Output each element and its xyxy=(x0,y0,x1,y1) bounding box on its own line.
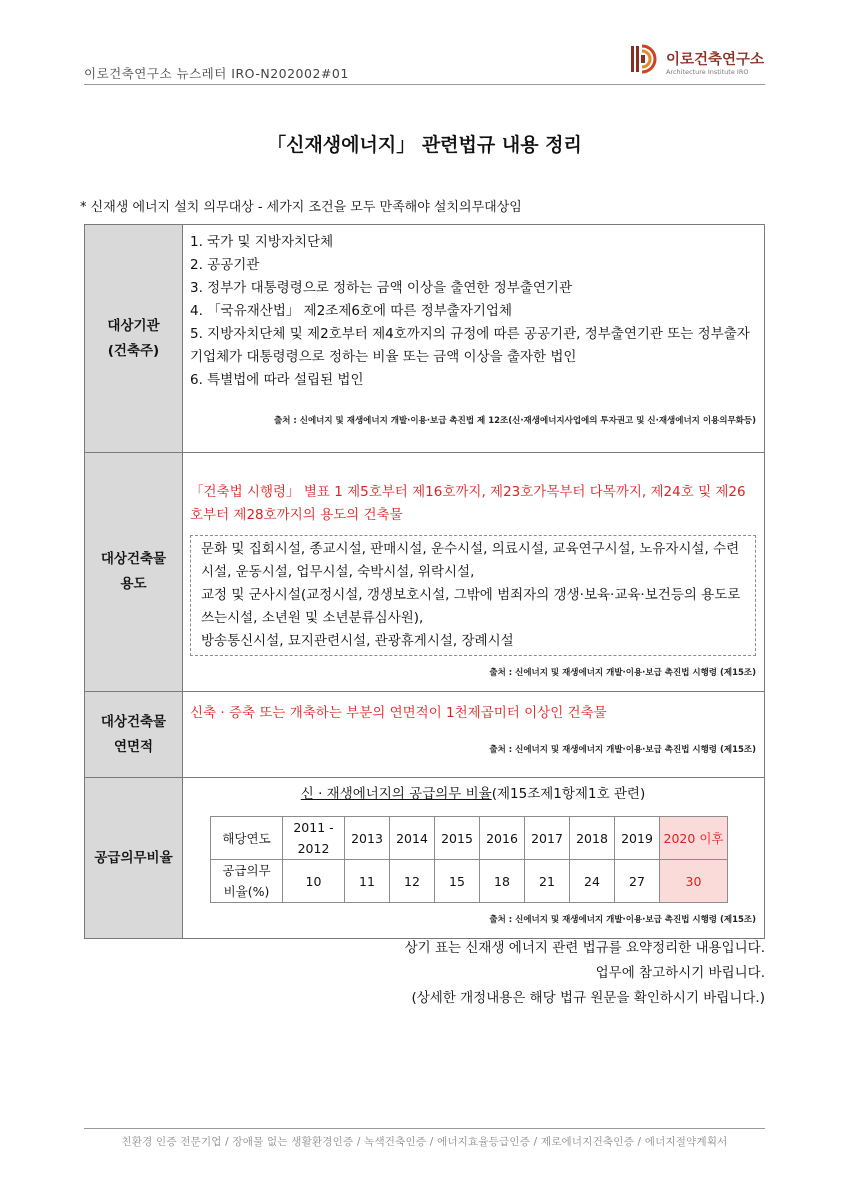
table-row xyxy=(211,860,728,903)
ratio-header-line: 비율(%) xyxy=(223,884,270,899)
row-head-label: 대상건축물 xyxy=(100,713,167,730)
source-citation: 출처 : 신에너지 및 재생에너지 개발·이용·보급 촉진법 시행령 (제15조) xyxy=(489,668,756,678)
year-cell: 2013 xyxy=(345,817,390,860)
regulation-table xyxy=(84,224,765,939)
uses-line: 방송통신시설, 묘지관련시설, 관광휴게시설, 장례시설 xyxy=(201,633,514,649)
ratio-cell: 27 xyxy=(615,860,660,903)
row-body-agency xyxy=(183,225,765,453)
list-item: 2. 공공기관 xyxy=(190,257,260,273)
ratio-cell: 21 xyxy=(525,860,570,903)
logo-name: 이로건축연구소 xyxy=(666,52,765,68)
uses-line: 문화 및 집회시설, 종교시설, 판매시설, 운수시설, 의료시설, 교육연구시설, 노유자시설, 수련시설, 운동시설, 업무시설, 숙박시설, 위락시설, xyxy=(201,541,740,580)
logo xyxy=(630,44,770,84)
ratio-table-title xyxy=(190,783,756,806)
closing-remarks xyxy=(405,936,765,1011)
row-target-agency xyxy=(85,225,765,453)
footer-services: 친환경 인증 전문기업 / 장애물 없는 생활환경인증 / 녹색건축인증 / 에너지효율등급인증 / 제로에너지건축인증 / 에너지절약계획서 xyxy=(121,1136,728,1148)
ratio-table xyxy=(210,816,728,903)
ratio-cell: 24 xyxy=(570,860,615,903)
row-head-label: 대상건축물 xyxy=(100,551,167,567)
header-divider xyxy=(84,84,765,85)
ratio-cell: 11 xyxy=(345,860,390,903)
row-body-use xyxy=(183,453,765,692)
page-title: 「신재생에너지」 관련법규 내용 정리 xyxy=(267,134,582,156)
highlight-text: 신축 · 증축 또는 개축하는 부분의 연면적이 1천제곱미터 이상인 건축물 xyxy=(190,705,607,721)
intro-note: * 신재생 에너지 설치 의무대상 - 세가지 조건을 모두 만족해야 설치의무대상임 xyxy=(80,200,522,215)
list-item: 5. 지방자치단체 및 제2호부터 제4호까지의 규정에 따른 공공기관, 정부출연기관 또는 정부출자기업체가 대통령령으로 정하는 비율 또는 금액 이상을 출자한 법인 xyxy=(190,326,750,365)
year-cell: 2015 xyxy=(435,817,480,860)
table-row xyxy=(211,817,728,860)
year-cell: 2011 - 2012 xyxy=(283,817,345,860)
ratio-title-ref: (제15조제1항제1호 관련) xyxy=(491,786,646,802)
ratio-cell: 18 xyxy=(480,860,525,903)
year-cell: 2017 xyxy=(525,817,570,860)
row-target-use xyxy=(85,453,765,692)
row-head-agency xyxy=(85,225,183,453)
row-head-sublabel: (건축주) xyxy=(107,342,160,359)
row-head-sublabel: 용도 xyxy=(120,576,147,592)
closing-line: (상세한 개정내용은 해당 법규 원문을 확인하시기 바립니다.) xyxy=(411,990,765,1006)
ratio-cell: 10 xyxy=(283,860,345,903)
year-cell: 2018 xyxy=(570,817,615,860)
logo-subtitle: Architecture Institute IRO xyxy=(666,68,749,76)
list-item: 4. 「국유재산법」 제2조제6호에 따른 정부출자기업체 xyxy=(190,303,513,319)
footer-divider xyxy=(84,1128,765,1129)
ratio-title-main: 신 · 재생에너지의 공급의무 비율 xyxy=(300,786,492,802)
row-head-area xyxy=(85,692,183,778)
ratio-header xyxy=(211,860,283,903)
uses-line: 교정 및 군사시설(교정시설, 갱생보호시설, 그밖에 범죄자의 갱생·보육·교육·보건등의 용도로 쓰는시설, 소년원 및 소년분류심사원), xyxy=(201,587,741,626)
row-body-area xyxy=(183,692,765,778)
ratio-cell: 15 xyxy=(435,860,480,903)
row-head-ratio: 공급의무비율 xyxy=(85,778,183,939)
year-cell: 2014 xyxy=(390,817,435,860)
row-head-use xyxy=(85,453,183,692)
source-citation: 출처 : 신에너지 및 재생에너지 개발·이용·보급 촉진법 시행령 (제15조) xyxy=(489,745,756,755)
ratio-cell-highlight: 30 xyxy=(660,860,728,903)
year-cell: 2016 xyxy=(480,817,525,860)
row-body-ratio xyxy=(183,778,765,939)
row-supply-ratio xyxy=(85,778,765,939)
list-item: 1. 국가 및 지방자치단체 xyxy=(190,234,334,250)
doc-id: 이로건축연구소 뉴스레터 IRO-N202002#01 xyxy=(84,66,349,81)
year-cell: 2019 xyxy=(615,817,660,860)
closing-line: 업무에 참고하시기 바립니다. xyxy=(595,965,765,981)
highlight-text: 「건축법 시행령」 별표 1 제5호부터 제16호까지, 제23호가목부터 다목까지, 제24호 및 제26호부터 제28호까지의 용도의 건축물 xyxy=(190,484,746,523)
logo-mark-icon xyxy=(630,44,660,74)
building-uses-box xyxy=(190,535,756,656)
list-item: 6. 특별법에 따라 설립된 법인 xyxy=(190,372,364,388)
source-citation: 출처 : 신에너지 및 재생에너지 개발·이용·보급 촉진법 시행령 (제15조) xyxy=(489,915,756,925)
row-target-area xyxy=(85,692,765,778)
year-cell-highlight: 2020 이후 xyxy=(660,817,728,860)
ratio-header-line: 공급의무 xyxy=(222,863,271,878)
ratio-cell: 12 xyxy=(390,860,435,903)
year-header: 해당연도 xyxy=(211,817,283,860)
row-head-label: 대상기관 xyxy=(107,317,160,334)
closing-line: 상기 표는 신재생 에너지 관련 법규를 요약정리한 내용입니다. xyxy=(404,940,765,956)
source-citation: 출처 : 신에너지 및 재생에너지 개발·이용·보급 촉진법 제 12조(신·재생에너지사업에의 투자권고 및 신·재생에너지 이용의무화등) xyxy=(274,416,756,426)
list-item: 3. 정부가 대통령령으로 정하는 금액 이상을 출연한 정부출연기관 xyxy=(190,280,572,296)
row-head-sublabel: 연면적 xyxy=(113,738,154,755)
